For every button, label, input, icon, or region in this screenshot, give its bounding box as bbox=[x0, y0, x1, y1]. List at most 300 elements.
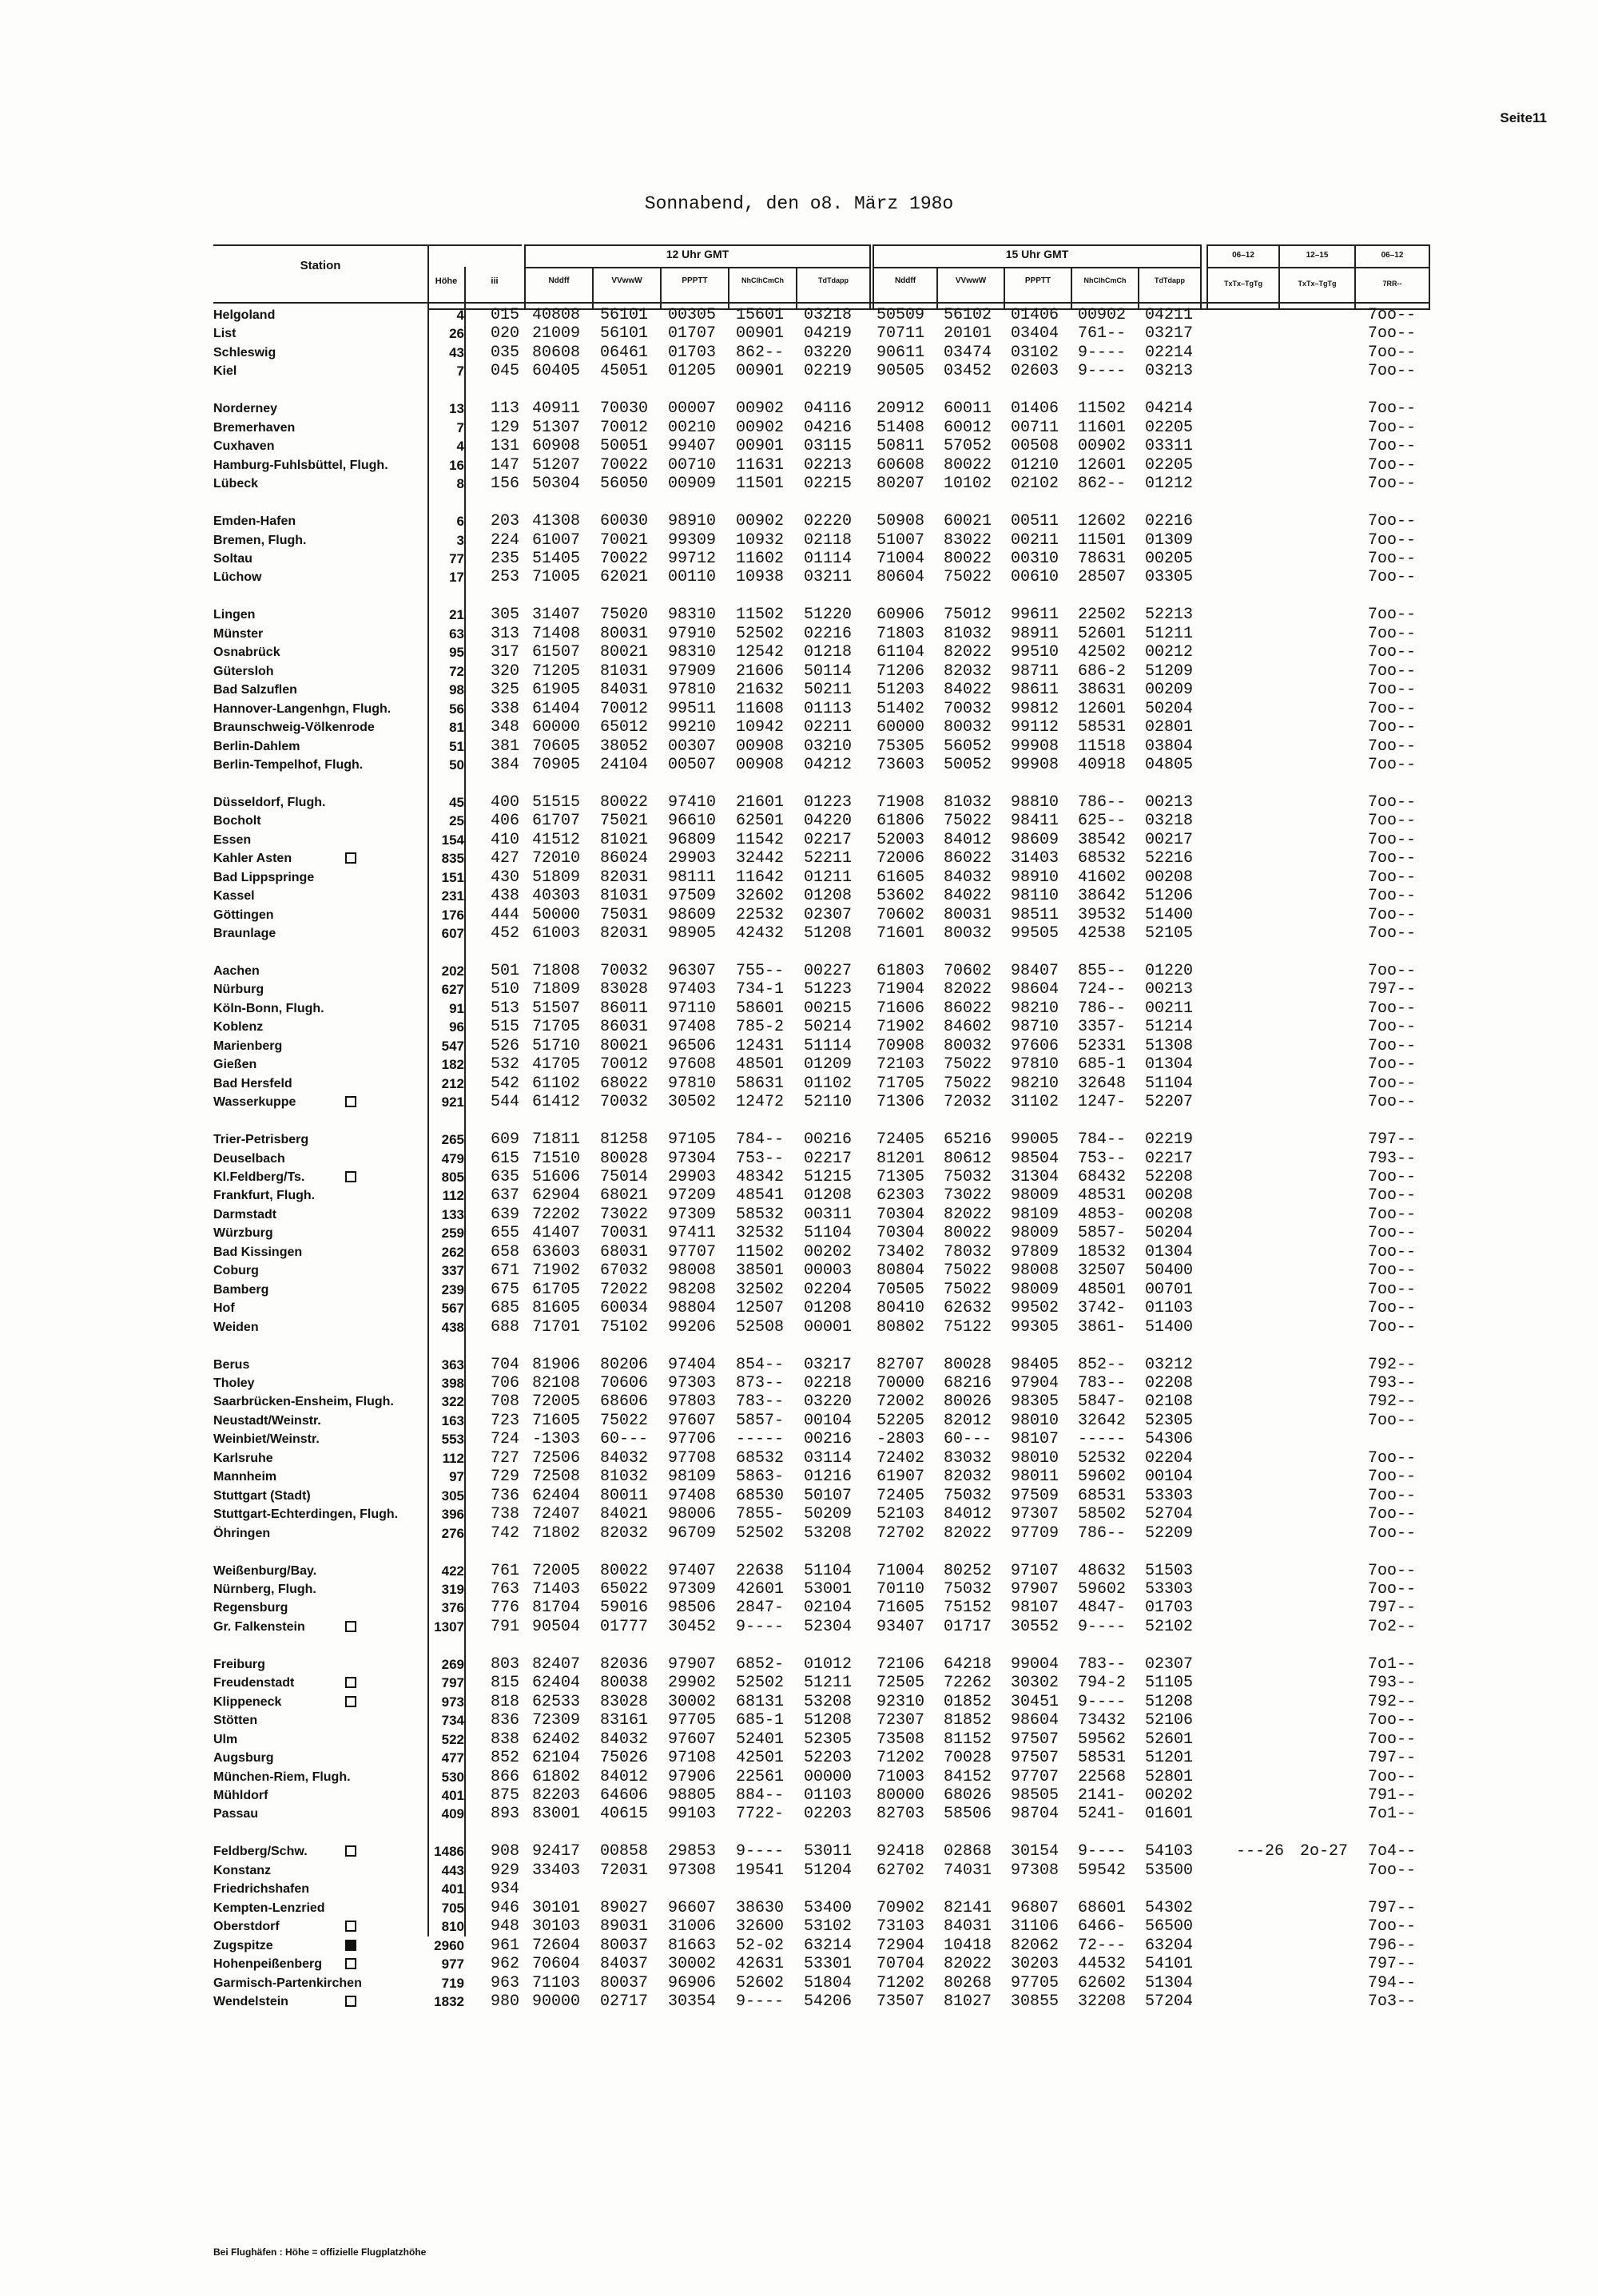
synop-group: 80410 bbox=[877, 1299, 925, 1318]
synop-group: 786-- bbox=[1078, 792, 1127, 812]
synop-group: 59542 bbox=[1078, 1861, 1127, 1880]
synop-group: 82707 bbox=[877, 1355, 925, 1374]
synop-group: 02215 bbox=[804, 475, 853, 494]
synop-group: 82407 bbox=[532, 1654, 581, 1674]
precip-group: 792-- bbox=[1368, 1692, 1417, 1711]
synop-group: 68021 bbox=[600, 1186, 649, 1206]
synop-group: 686-2 bbox=[1078, 661, 1127, 681]
synop-group: 30002 bbox=[668, 1692, 717, 1711]
synop-group: 73508 bbox=[877, 1730, 925, 1749]
synop-group: 32602 bbox=[736, 887, 785, 906]
station-index: 235 bbox=[491, 549, 520, 568]
table-row bbox=[0, 793, 1598, 812]
precip-group: 7oo-- bbox=[1368, 718, 1417, 737]
synop-group: 97509 bbox=[668, 887, 717, 906]
station-name: Berus bbox=[213, 1357, 250, 1372]
synop-group: 50509 bbox=[877, 306, 925, 324]
synop-group: 90000 bbox=[532, 1992, 581, 2011]
precip-group: 796-- bbox=[1368, 1936, 1417, 1955]
precip-group: 7oo-- bbox=[1368, 549, 1417, 568]
synop-group: 52532 bbox=[1078, 1448, 1127, 1468]
synop-group: 70022 bbox=[600, 455, 649, 475]
synop-group: 72506 bbox=[532, 1448, 581, 1468]
station-height: 422 bbox=[441, 1563, 464, 1579]
synop-group: 30452 bbox=[668, 1617, 717, 1636]
station-height: 567 bbox=[441, 1301, 464, 1317]
synop-group: 81032 bbox=[944, 624, 992, 643]
synop-group: 97407 bbox=[668, 1561, 717, 1580]
precip-group: 7oo-- bbox=[1368, 681, 1417, 700]
synop-group: 00202 bbox=[1145, 1786, 1194, 1805]
synop-group: 84032 bbox=[944, 868, 992, 887]
synop-group: 03404 bbox=[1011, 324, 1059, 344]
synop-group: 82022 bbox=[944, 643, 992, 662]
precip-group: 7oo-- bbox=[1368, 1168, 1417, 1186]
table-row bbox=[0, 1955, 1598, 1973]
synop-group: 97706 bbox=[668, 1430, 717, 1449]
synop-group: 59602 bbox=[1078, 1468, 1127, 1487]
synop-group: 82108 bbox=[532, 1374, 581, 1392]
synop-group: 60012 bbox=[944, 418, 992, 437]
synop-group: 68022 bbox=[600, 1074, 649, 1093]
synop-group: 97707 bbox=[668, 1242, 717, 1261]
table-row bbox=[0, 1093, 1598, 1111]
synop-group: 03218 bbox=[804, 306, 853, 324]
station-name: Stuttgart-Echterdingen, Flugh. bbox=[213, 1507, 399, 1522]
synop-group: 03114 bbox=[804, 1448, 853, 1468]
synop-group: ----- bbox=[1078, 1430, 1127, 1449]
synop-group: 48342 bbox=[736, 1168, 785, 1186]
synop-group: 59016 bbox=[600, 1599, 649, 1618]
precip-group: 793-- bbox=[1368, 1149, 1417, 1168]
table-row bbox=[0, 681, 1598, 699]
synop-group: 01210 bbox=[1011, 455, 1059, 475]
precip-group: 7oo-- bbox=[1368, 1036, 1417, 1055]
table-row bbox=[0, 531, 1598, 550]
station-name: Öhringen bbox=[213, 1526, 271, 1540]
synop-group: 53301 bbox=[804, 1955, 853, 1974]
synop-group: 52106 bbox=[1145, 1711, 1194, 1730]
synop-group: 64606 bbox=[600, 1786, 649, 1805]
table-row bbox=[0, 1992, 1598, 2011]
station-index: 515 bbox=[491, 1018, 520, 1037]
synop-group: 75032 bbox=[944, 1580, 992, 1599]
station-height: 45 bbox=[449, 794, 464, 810]
synop-group: 38631 bbox=[1078, 681, 1127, 700]
synop-group: 00208 bbox=[1145, 1205, 1194, 1224]
synop-group: 98810 bbox=[1011, 792, 1059, 812]
synop-group: 52105 bbox=[1145, 924, 1194, 943]
synop-group: 03115 bbox=[804, 437, 853, 456]
rule bbox=[936, 267, 938, 308]
synop-group: 51206 bbox=[1145, 887, 1194, 906]
station-height: 607 bbox=[441, 926, 464, 942]
synop-group: 53001 bbox=[804, 1580, 853, 1599]
table-row bbox=[0, 1055, 1598, 1074]
synop-group: 89031 bbox=[600, 1917, 649, 1937]
synop-group: 02217 bbox=[1145, 1149, 1194, 1168]
synop-group: 82203 bbox=[532, 1786, 581, 1805]
synop-group: 02213 bbox=[804, 455, 853, 475]
synop-group: 5857- bbox=[1078, 1224, 1127, 1243]
precip-group: 7oo-- bbox=[1368, 1186, 1417, 1206]
station-index: 381 bbox=[491, 737, 520, 756]
station-name: Frankfurt, Flugh. bbox=[213, 1189, 316, 1203]
synop-group: 00216 bbox=[804, 1130, 853, 1150]
synop-group: 61104 bbox=[877, 643, 925, 662]
synop-group: 18532 bbox=[1078, 1242, 1127, 1261]
station-height: 50 bbox=[449, 757, 464, 773]
synop-group: 20912 bbox=[877, 399, 925, 419]
synop-group: 52213 bbox=[1145, 606, 1194, 625]
synop-group: 81152 bbox=[944, 1730, 992, 1749]
synop-group: 00858 bbox=[600, 1842, 649, 1861]
synop-group: 65216 bbox=[944, 1130, 992, 1150]
synop-group: 82032 bbox=[944, 661, 992, 681]
synop-group: 01103 bbox=[804, 1786, 853, 1805]
synop-group: 82141 bbox=[944, 1898, 992, 1917]
station-height: 163 bbox=[441, 1412, 464, 1428]
station-name: Braunschweig-Völkenrode bbox=[213, 721, 375, 735]
synop-group: 58531 bbox=[1078, 1749, 1127, 1768]
synop-group: 96607 bbox=[668, 1898, 717, 1917]
station-height: 305 bbox=[441, 1488, 464, 1504]
synop-group: 40918 bbox=[1078, 755, 1127, 774]
synop-group: 99305 bbox=[1011, 1317, 1059, 1337]
synop-group: 97607 bbox=[668, 1730, 717, 1749]
table-row bbox=[0, 1281, 1598, 1299]
synop-group: 97105 bbox=[668, 1130, 717, 1150]
synop-group: 50211 bbox=[804, 681, 853, 700]
header-ppptt: PPPTT bbox=[682, 276, 708, 285]
synop-group: 98009 bbox=[1011, 1280, 1059, 1299]
synop-group: 53400 bbox=[804, 1898, 853, 1917]
synop-group: 42631 bbox=[736, 1955, 785, 1974]
synop-group: 70505 bbox=[877, 1280, 925, 1299]
table-row bbox=[0, 1299, 1598, 1317]
synop-group: 02603 bbox=[1011, 362, 1059, 381]
synop-group: 60034 bbox=[600, 1299, 649, 1318]
synop-group: 83028 bbox=[600, 1692, 649, 1711]
table-row bbox=[0, 1412, 1598, 1430]
precip-group: 7oo-- bbox=[1368, 1242, 1417, 1261]
synop-group: 9---- bbox=[1078, 1842, 1127, 1861]
synop-group: 11502 bbox=[736, 606, 785, 625]
synop-group: 52601 bbox=[1145, 1730, 1194, 1749]
station-height: 319 bbox=[441, 1582, 464, 1597]
synop-group: 03212 bbox=[1145, 1355, 1194, 1374]
synop-group: 71908 bbox=[877, 792, 925, 812]
rule bbox=[427, 244, 522, 246]
synop-group: 90611 bbox=[877, 343, 925, 362]
synop-group: 884-- bbox=[736, 1786, 785, 1805]
table-row bbox=[0, 1392, 1598, 1411]
synop-group: 80011 bbox=[600, 1486, 649, 1505]
header-15-uhr: 15 Uhr GMT bbox=[1005, 248, 1069, 260]
precip-group: 7oo-- bbox=[1368, 1917, 1417, 1937]
synop-group: 75022 bbox=[944, 1261, 992, 1281]
synop-group: 98110 bbox=[1011, 887, 1059, 906]
synop-group: 61802 bbox=[532, 1767, 581, 1786]
station-height: 443 bbox=[441, 1862, 464, 1878]
synop-group: 11601 bbox=[1078, 418, 1127, 437]
synop-group: 83001 bbox=[532, 1805, 581, 1824]
station-height: 401 bbox=[441, 1881, 464, 1897]
synop-group: 00902 bbox=[1078, 306, 1127, 324]
synop-group: 80021 bbox=[600, 1036, 649, 1055]
precip-group: 7oo-- bbox=[1368, 792, 1417, 812]
synop-group: 00110 bbox=[668, 568, 717, 587]
synop-group: 81032 bbox=[944, 792, 992, 812]
synop-group: 70602 bbox=[877, 905, 925, 924]
synop-group: 41407 bbox=[532, 1224, 581, 1243]
table-row bbox=[0, 1805, 1598, 1823]
synop-group: 38501 bbox=[736, 1261, 785, 1281]
synop-group: 51211 bbox=[804, 1674, 853, 1693]
synop-group: 5857- bbox=[736, 1411, 785, 1430]
synop-group: 84012 bbox=[600, 1767, 649, 1786]
synop-group: 9---- bbox=[736, 1992, 785, 2011]
synop-group: 92417 bbox=[532, 1842, 581, 1861]
station-height: 182 bbox=[441, 1057, 464, 1073]
precip-group: 793-- bbox=[1368, 1674, 1417, 1693]
precip-group: 7oo-- bbox=[1368, 661, 1417, 681]
station-index: 338 bbox=[491, 699, 520, 718]
synop-group: 99502 bbox=[1011, 1299, 1059, 1318]
synop-group: 70012 bbox=[600, 418, 649, 437]
synop-group: 70605 bbox=[532, 737, 581, 756]
synop-group: 51804 bbox=[804, 1973, 853, 1992]
synop-group: 00003 bbox=[804, 1261, 853, 1281]
table-row bbox=[0, 1505, 1598, 1523]
synop-group: 30154 bbox=[1011, 1842, 1059, 1861]
station-height: 396 bbox=[441, 1507, 464, 1523]
synop-group: 01717 bbox=[944, 1617, 992, 1636]
synop-group: 52502 bbox=[736, 624, 785, 643]
temp-range-06-12: ---26 bbox=[1236, 1842, 1285, 1861]
synop-group: 71305 bbox=[877, 1168, 925, 1186]
synop-group: 32442 bbox=[736, 849, 785, 868]
synop-group: 44532 bbox=[1078, 1955, 1127, 1974]
table-row bbox=[0, 1261, 1598, 1280]
synop-group: 97110 bbox=[668, 999, 717, 1018]
synop-group: 86022 bbox=[944, 999, 992, 1018]
station-name: Weiden bbox=[213, 1320, 259, 1334]
synop-group: 97809 bbox=[1011, 1242, 1059, 1261]
station-height: 239 bbox=[441, 1281, 464, 1297]
precip-group: 7oo-- bbox=[1368, 924, 1417, 943]
table-row bbox=[0, 625, 1598, 643]
synop-group: 11542 bbox=[736, 830, 785, 849]
synop-group: 98704 bbox=[1011, 1805, 1059, 1824]
station-height: 212 bbox=[441, 1075, 464, 1091]
synop-group: 61102 bbox=[532, 1074, 581, 1093]
synop-group: 98804 bbox=[668, 1299, 717, 1318]
synop-group: 90505 bbox=[877, 362, 925, 381]
station-index: 320 bbox=[491, 661, 520, 681]
station-height: 96 bbox=[449, 1019, 464, 1035]
station-name: Kassel bbox=[213, 889, 255, 904]
synop-group: 82036 bbox=[600, 1654, 649, 1674]
synop-group: 61707 bbox=[532, 812, 581, 831]
synop-group: 82022 bbox=[944, 1205, 992, 1224]
synop-group: 3742- bbox=[1078, 1299, 1127, 1318]
synop-group: 59602 bbox=[1078, 1580, 1127, 1599]
open-square-icon bbox=[345, 1621, 356, 1632]
synop-group: 56500 bbox=[1145, 1917, 1194, 1937]
station-height: 479 bbox=[441, 1150, 464, 1166]
synop-group: 80612 bbox=[944, 1149, 992, 1168]
station-height: 4 bbox=[456, 308, 464, 323]
synop-group: 99908 bbox=[1011, 755, 1059, 774]
station-index: 852 bbox=[491, 1749, 520, 1768]
synop-group: 83022 bbox=[944, 530, 992, 550]
synop-group: 97309 bbox=[668, 1205, 717, 1224]
synop-group: 30855 bbox=[1011, 1992, 1059, 2011]
synop-group: 71809 bbox=[532, 980, 581, 999]
synop-group: 51606 bbox=[532, 1168, 581, 1186]
synop-group: 02203 bbox=[804, 1805, 853, 1824]
station-index: 791 bbox=[491, 1617, 520, 1636]
synop-group: 30451 bbox=[1011, 1692, 1059, 1711]
synop-group: 71408 bbox=[532, 624, 581, 643]
synop-group: 72031 bbox=[600, 1861, 649, 1880]
synop-group: 73022 bbox=[600, 1205, 649, 1224]
station-height: 77 bbox=[449, 550, 464, 566]
synop-group: 11518 bbox=[1078, 737, 1127, 756]
synop-group: 04805 bbox=[1145, 755, 1194, 774]
header-iii: iii bbox=[491, 276, 499, 286]
synop-group: 03220 bbox=[804, 1392, 853, 1412]
synop-group: 38630 bbox=[736, 1898, 785, 1917]
synop-group: 75022 bbox=[600, 1411, 649, 1430]
station-height: 81 bbox=[449, 720, 464, 736]
precip-group: 797-- bbox=[1368, 1898, 1417, 1917]
synop-group: 00909 bbox=[668, 475, 717, 494]
synop-group: 71605 bbox=[877, 1599, 925, 1618]
synop-group: 75022 bbox=[944, 812, 992, 831]
synop-group: 11602 bbox=[736, 549, 785, 568]
synop-group: 60--- bbox=[600, 1430, 649, 1449]
synop-group: 31403 bbox=[1011, 849, 1059, 868]
station-height: 7 bbox=[456, 363, 464, 379]
synop-group: 68532 bbox=[1078, 849, 1127, 868]
station-name: Saarbrücken-Ensheim, Flugh. bbox=[213, 1395, 394, 1409]
header-clouds-15: NhClhCmCh bbox=[1083, 276, 1127, 284]
station-name: Gütersloh bbox=[213, 664, 274, 678]
synop-group: 02204 bbox=[804, 1280, 853, 1299]
station-index: 866 bbox=[491, 1767, 520, 1786]
synop-group: 52502 bbox=[736, 1523, 785, 1543]
precip-group: 7oo-- bbox=[1368, 343, 1417, 362]
station-index: 609 bbox=[491, 1130, 520, 1150]
synop-group: 99005 bbox=[1011, 1130, 1059, 1150]
precip-group: 7o3-- bbox=[1368, 1992, 1417, 2011]
synop-group: 40911 bbox=[532, 399, 581, 419]
synop-group: 41602 bbox=[1078, 868, 1127, 887]
synop-group: 98010 bbox=[1011, 1411, 1059, 1430]
temp-range-12-15: 2o-27 bbox=[1300, 1842, 1349, 1861]
synop-group: 81906 bbox=[532, 1355, 581, 1374]
synop-group: 82022 bbox=[944, 1955, 992, 1974]
synop-group: 70902 bbox=[877, 1898, 925, 1917]
synop-group: 68532 bbox=[736, 1448, 785, 1468]
synop-group: 52704 bbox=[1145, 1505, 1194, 1524]
table-row bbox=[0, 1150, 1598, 1168]
synop-group: 75022 bbox=[944, 1055, 992, 1075]
synop-group: 03804 bbox=[1145, 737, 1194, 756]
synop-group: 80268 bbox=[944, 1973, 992, 1992]
station-index: 615 bbox=[491, 1149, 520, 1168]
station-height: 719 bbox=[441, 1975, 464, 1991]
synop-group: 99510 bbox=[1011, 643, 1059, 662]
rule bbox=[213, 244, 427, 246]
synop-group: 97607 bbox=[668, 1411, 717, 1430]
table-row bbox=[0, 1449, 1598, 1468]
station-height: 977 bbox=[441, 1956, 464, 1972]
synop-group: 12472 bbox=[736, 1093, 785, 1112]
synop-group: 98604 bbox=[1011, 1711, 1059, 1730]
synop-group: 62303 bbox=[877, 1186, 925, 1206]
station-index: 962 bbox=[491, 1955, 520, 1974]
synop-group: 98407 bbox=[1011, 962, 1059, 980]
synop-group: 71202 bbox=[877, 1973, 925, 1992]
station-index: 838 bbox=[491, 1730, 520, 1749]
precip-group: 7oo-- bbox=[1368, 849, 1417, 868]
synop-group: 61404 bbox=[532, 699, 581, 718]
precip-group: 7oo-- bbox=[1368, 1505, 1417, 1524]
synop-group: 00610 bbox=[1011, 568, 1059, 587]
synop-group: 00212 bbox=[1145, 643, 1194, 662]
rule bbox=[526, 244, 871, 246]
synop-group: 82031 bbox=[600, 924, 649, 943]
synop-group: 48501 bbox=[736, 1055, 785, 1075]
synop-group: 70905 bbox=[532, 755, 581, 774]
station-name: Nürburg bbox=[213, 983, 264, 997]
station-height: 530 bbox=[441, 1769, 464, 1785]
synop-group: 40303 bbox=[532, 887, 581, 906]
station-name: Passau bbox=[213, 1807, 259, 1821]
station-index: 131 bbox=[491, 437, 520, 456]
station-name: Koblenz bbox=[213, 1020, 264, 1035]
station-height: 363 bbox=[441, 1357, 464, 1372]
synop-group: 75021 bbox=[600, 812, 649, 831]
synop-group: 63204 bbox=[1145, 1936, 1194, 1955]
synop-group: 51408 bbox=[877, 418, 925, 437]
station-name: Karlsruhe bbox=[213, 1451, 273, 1465]
synop-group: 40615 bbox=[600, 1805, 649, 1824]
synop-group: 48501 bbox=[1078, 1280, 1127, 1299]
table-row bbox=[0, 568, 1598, 586]
synop-group: 82022 bbox=[944, 1523, 992, 1543]
synop-group: 75026 bbox=[600, 1749, 649, 1768]
synop-group: 6852- bbox=[736, 1654, 785, 1674]
synop-group: 54206 bbox=[804, 1992, 853, 2011]
precip-group: 7oo-- bbox=[1368, 1261, 1417, 1281]
synop-group: 71202 bbox=[877, 1749, 925, 1768]
precip-group: 7oo-- bbox=[1368, 1299, 1417, 1318]
synop-group: 97108 bbox=[668, 1749, 717, 1768]
synop-group: 02217 bbox=[804, 1149, 853, 1168]
synop-group: 61605 bbox=[877, 868, 925, 887]
header-dewpoint: TdTdapp bbox=[818, 276, 849, 284]
synop-group: 86024 bbox=[600, 849, 649, 868]
synop-group: 97810 bbox=[1011, 1055, 1059, 1075]
synop-group: 00902 bbox=[736, 418, 785, 437]
synop-group: 00216 bbox=[804, 1430, 853, 1449]
synop-group: 51114 bbox=[804, 1036, 853, 1055]
station-index: 325 bbox=[491, 681, 520, 700]
